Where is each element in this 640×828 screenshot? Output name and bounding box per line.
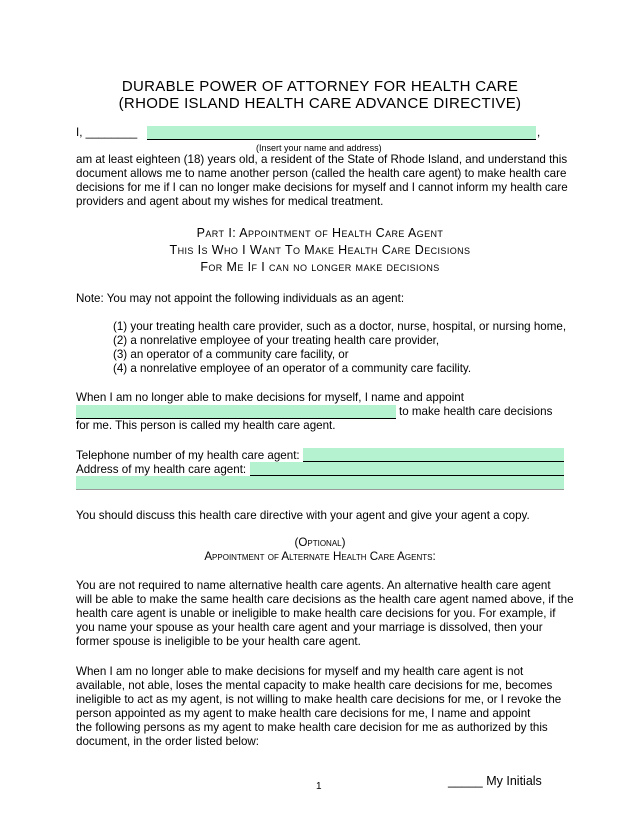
discuss-text: You should discuss this health care directive with your agent and give your agent a copy. bbox=[76, 509, 530, 522]
appoint-line: When I am no longer able to make decisions for myself, I name and appoint bbox=[76, 391, 464, 404]
paragraph-line: document, in the order listed below: bbox=[76, 735, 260, 748]
intro-prefix: I, ________ bbox=[76, 126, 138, 139]
intro-line: document allows me to name another person (called the health care agent) to make health care bbox=[76, 167, 567, 180]
paragraph-line: former spouse is ineligible to be your health care agent. bbox=[76, 635, 361, 648]
paragraph-line: health care agent is unable or ineligible to make health care decisions for you. For example, if bbox=[76, 607, 556, 620]
paragraph-line: you name your spouse as your health care agent and your marriage is dissolved, then your bbox=[76, 621, 543, 634]
agent-address-field-line2[interactable] bbox=[76, 476, 564, 490]
list-item: (3) an operator of a community care facility, or bbox=[113, 348, 349, 361]
list-item: (4) a nonrelative employee of an operator of a community care facility. bbox=[113, 362, 472, 375]
optional-label: (Optional) bbox=[294, 536, 346, 549]
paragraph-line: person appointed as my agent to make health care decisions for me, I name and appoint bbox=[76, 707, 531, 720]
note-text: Note: You may not appoint the following individuals as an agent: bbox=[76, 292, 405, 305]
document-title: DURABLE POWER OF ATTORNEY FOR HEALTH CARE bbox=[121, 78, 519, 95]
intro-line: decisions for me if I can no longer make decisions for myself and I cannot inform my health care bbox=[76, 181, 568, 194]
alternate-agents-heading: Appointment of Alternate Health Care Agents: bbox=[204, 550, 436, 563]
paragraph-line: You are not required to name alternative health care agents. An alternative health care agent bbox=[76, 579, 551, 592]
appoint-line: to make health care decisions bbox=[399, 405, 553, 418]
page-number: 1 bbox=[316, 781, 322, 792]
list-item: (2) a nonrelative employee of your treating health care provider, bbox=[113, 334, 440, 347]
intro-line: am at least eighteen (18) years old, a resident of the State of Rhode Island, and understand this bbox=[76, 153, 568, 166]
name-caption: (Insert your name and address) bbox=[256, 143, 382, 153]
initials-field[interactable]: _____ My Initials bbox=[448, 774, 542, 788]
agent-name-field[interactable] bbox=[76, 405, 396, 419]
paragraph-line: available, not able, loses the mental capacity to make health care decisions for me, becomes bbox=[76, 679, 553, 692]
paragraph-line: will be able to make the same health care decisions as the health care agent named above, if the bbox=[76, 593, 574, 606]
intro-suffix: , bbox=[537, 126, 541, 139]
paragraph-line: ineligible to act as my agent, is not willing to make health care decisions for me, or I revoke the bbox=[76, 693, 562, 706]
agent-phone-field[interactable] bbox=[303, 448, 564, 462]
part1-subheading: For Me If I can no longer make decisions bbox=[200, 260, 440, 274]
paragraph-line: When I am no longer able to make decisions for myself and my health care agent is not bbox=[76, 665, 524, 678]
part1-subheading: This Is Who I Want To Make Health Care Decisions bbox=[169, 243, 471, 257]
appoint-line: for me. This person is called my health care agent. bbox=[76, 419, 336, 432]
name-address-field[interactable] bbox=[147, 126, 536, 140]
part1-heading: Part I: Appointment of Health Care Agent bbox=[196, 226, 444, 240]
phone-label: Telephone number of my health care agent: bbox=[76, 449, 300, 462]
document-subtitle: (RHODE ISLAND HEALTH CARE ADVANCE DIRECTIVE) bbox=[118, 95, 522, 112]
paragraph-line: the following persons as my agent to make health care decision for me as authorized by this bbox=[76, 721, 548, 734]
list-item: (1) your treating health care provider, such as a doctor, nurse, hospital, or nursing home, bbox=[113, 320, 567, 333]
intro-line: providers and agent about my wishes for medical treatment. bbox=[76, 195, 384, 208]
agent-address-field[interactable] bbox=[250, 462, 564, 476]
address-label: Address of my health care agent: bbox=[76, 463, 247, 476]
